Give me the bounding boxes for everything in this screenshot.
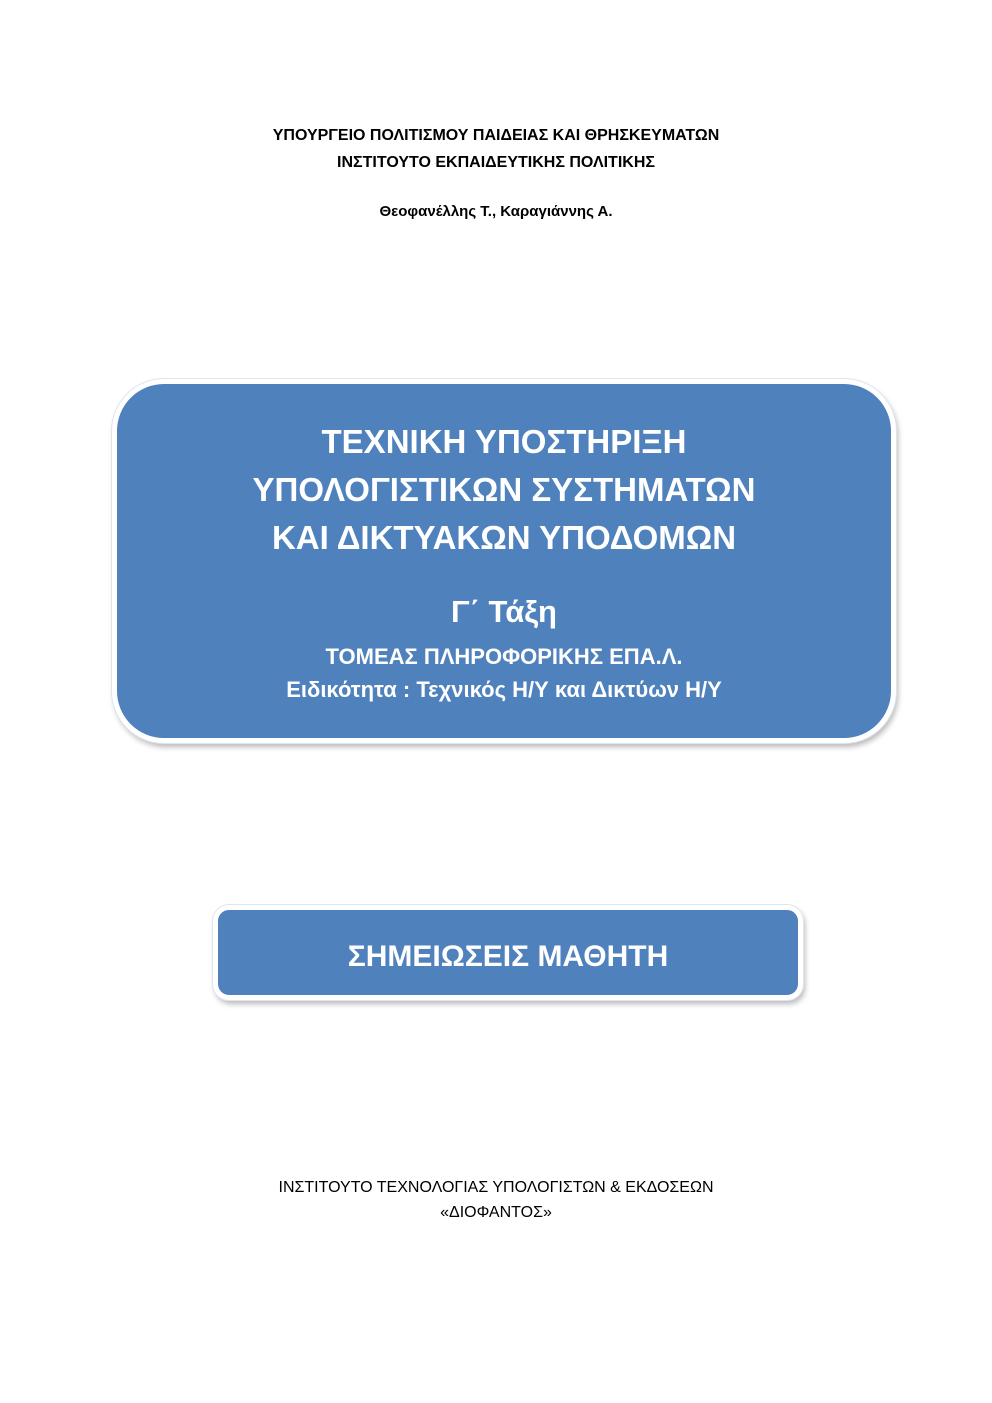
institute-name: ΙΝΣΤΙΤΟΥΤΟ ΕΚΠΑΙΔΕΥΤΙΚΗΣ ΠΟΛΙΤΙΚΗΣ — [337, 154, 655, 171]
publisher-block — [0, 1175, 992, 1225]
publisher-name: ΙΝΣΤΙΤΟΥΤΟ ΤΕΧΝΟΛΟΓΙΑΣ ΥΠΟΛΟΓΙΣΤΩΝ & ΕΚΔΟΣΕΩΝ — [278, 1179, 714, 1196]
course-title-line-3: ΚΑΙ ΔΙΚΤΥΑΚΩΝ ΥΠΟΔΟΜΩΝ — [271, 519, 737, 556]
ministry-name: ΥΠΟΥΡΓΕΙΟ ΠΟΛΙΤΙΣΜΟΥ ΠΑΙΔΕΙΑΣ ΚΑΙ ΘΡΗΣΚΕΥΜΑΤΩΝ — [272, 127, 720, 144]
course-title-line-2: ΥΠΟΛΟΓΙΣΤΙΚΩΝ ΣΥΣΤΗΜΑΤΩΝ — [252, 471, 756, 508]
course-title — [117, 418, 891, 562]
grade-label: Γ΄ Τάξη — [450, 594, 557, 629]
specialty-label: Ειδικότητα : Τεχνικός Η/Υ και Δικτύων Η/Υ — [286, 677, 722, 702]
document-header — [0, 122, 992, 176]
publisher-brand: «ΔΙΟΦΑΝΤΟΣ» — [440, 1204, 552, 1221]
course-title-line-1: ΤΕΧΝΙΚΗ ΥΠΟΣΤΗΡΙΞΗ — [321, 423, 687, 460]
title-panel — [112, 379, 896, 743]
notes-panel — [213, 905, 803, 1000]
authors-line: Θεοφανέλλης Τ., Καραγιάννης Α. — [379, 203, 613, 220]
student-notes-label: ΣΗΜΕΙΩΣΕΙΣ ΜΑΘΗΤΗ — [347, 940, 669, 973]
sector-label: ΤΟΜΕΑΣ ΠΛΗΡΟΦΟΡΙΚΗΣ ΕΠΑ.Λ. — [325, 644, 683, 669]
